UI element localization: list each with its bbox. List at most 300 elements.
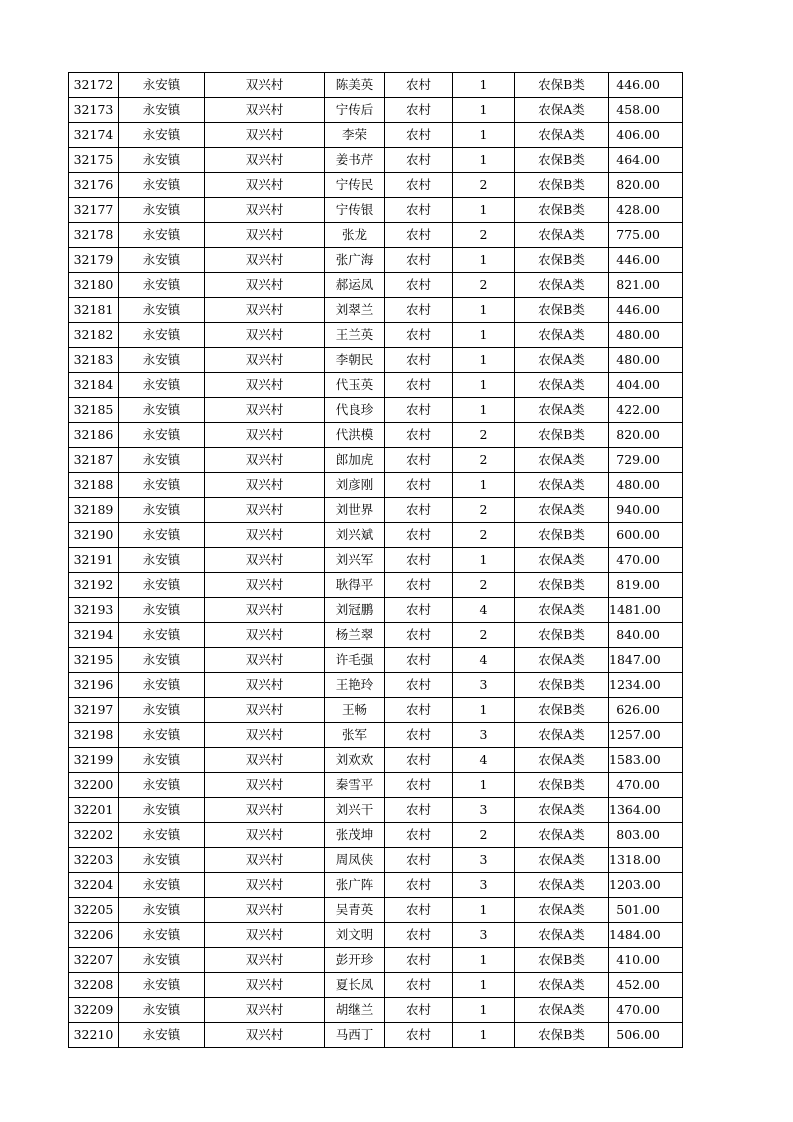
record-id-cell: 32200 xyxy=(69,773,119,798)
household-type-cell: 农村 xyxy=(385,323,453,348)
household-type-cell: 农村 xyxy=(385,798,453,823)
amount-cell: 820.00 xyxy=(609,173,683,198)
village-cell: 双兴村 xyxy=(205,973,325,998)
village-cell: 双兴村 xyxy=(205,748,325,773)
household-type-cell: 农村 xyxy=(385,123,453,148)
table-row xyxy=(69,173,683,198)
village-cell: 双兴村 xyxy=(205,473,325,498)
household-type-cell: 农村 xyxy=(385,298,453,323)
member-count-cell: 1 xyxy=(453,298,515,323)
table-row xyxy=(69,373,683,398)
member-count-cell: 4 xyxy=(453,748,515,773)
amount-cell: 480.00 xyxy=(609,323,683,348)
amount-cell: 422.00 xyxy=(609,398,683,423)
village-cell: 双兴村 xyxy=(205,798,325,823)
member-count-cell: 2 xyxy=(453,173,515,198)
record-id-cell: 32194 xyxy=(69,623,119,648)
town-cell: 永安镇 xyxy=(119,723,205,748)
town-cell: 永安镇 xyxy=(119,148,205,173)
household-type-cell: 农村 xyxy=(385,973,453,998)
table-row xyxy=(69,448,683,473)
name-cell: 张茂坤 xyxy=(325,823,385,848)
table-row xyxy=(69,748,683,773)
amount-cell: 464.00 xyxy=(609,148,683,173)
amount-cell: 406.00 xyxy=(609,123,683,148)
household-type-cell: 农村 xyxy=(385,148,453,173)
member-count-cell: 3 xyxy=(453,798,515,823)
village-cell: 双兴村 xyxy=(205,723,325,748)
name-cell: 郎加虎 xyxy=(325,448,385,473)
village-cell: 双兴村 xyxy=(205,548,325,573)
town-cell: 永安镇 xyxy=(119,798,205,823)
record-id-cell: 32190 xyxy=(69,523,119,548)
amount-cell: 446.00 xyxy=(609,73,683,98)
town-cell: 永安镇 xyxy=(119,823,205,848)
village-cell: 双兴村 xyxy=(205,1023,325,1048)
table-row xyxy=(69,198,683,223)
amount-cell: 470.00 xyxy=(609,548,683,573)
record-id-cell: 32210 xyxy=(69,1023,119,1048)
town-cell: 永安镇 xyxy=(119,248,205,273)
member-count-cell: 1 xyxy=(453,473,515,498)
village-cell: 双兴村 xyxy=(205,923,325,948)
town-cell: 永安镇 xyxy=(119,373,205,398)
member-count-cell: 1 xyxy=(453,373,515,398)
town-cell: 永安镇 xyxy=(119,748,205,773)
village-cell: 双兴村 xyxy=(205,448,325,473)
record-id-cell: 32198 xyxy=(69,723,119,748)
member-count-cell: 1 xyxy=(453,898,515,923)
household-type-cell: 农村 xyxy=(385,773,453,798)
insurance-category-cell: 农保A类 xyxy=(515,348,609,373)
member-count-cell: 1 xyxy=(453,198,515,223)
table-row xyxy=(69,973,683,998)
record-id-cell: 32178 xyxy=(69,223,119,248)
member-count-cell: 3 xyxy=(453,673,515,698)
village-cell: 双兴村 xyxy=(205,498,325,523)
table-row xyxy=(69,773,683,798)
household-type-cell: 农村 xyxy=(385,723,453,748)
name-cell: 代良珍 xyxy=(325,398,385,423)
household-type-cell: 农村 xyxy=(385,573,453,598)
village-cell: 双兴村 xyxy=(205,598,325,623)
record-id-cell: 32180 xyxy=(69,273,119,298)
name-cell: 李朝民 xyxy=(325,348,385,373)
household-type-cell: 农村 xyxy=(385,373,453,398)
insurance-category-cell: 农保A类 xyxy=(515,123,609,148)
household-type-cell: 农村 xyxy=(385,173,453,198)
amount-cell: 1481.00 xyxy=(609,598,683,623)
town-cell: 永安镇 xyxy=(119,198,205,223)
table-row xyxy=(69,648,683,673)
table-row xyxy=(69,398,683,423)
village-cell: 双兴村 xyxy=(205,98,325,123)
insurance-category-cell: 农保A类 xyxy=(515,323,609,348)
member-count-cell: 2 xyxy=(453,273,515,298)
amount-cell: 480.00 xyxy=(609,473,683,498)
town-cell: 永安镇 xyxy=(119,873,205,898)
name-cell: 张军 xyxy=(325,723,385,748)
table-row xyxy=(69,73,683,98)
insurance-category-cell: 农保A类 xyxy=(515,873,609,898)
household-type-cell: 农村 xyxy=(385,548,453,573)
insurance-category-cell: 农保B类 xyxy=(515,773,609,798)
insurance-category-cell: 农保A类 xyxy=(515,548,609,573)
town-cell: 永安镇 xyxy=(119,473,205,498)
name-cell: 刘文明 xyxy=(325,923,385,948)
name-cell: 夏长凤 xyxy=(325,973,385,998)
amount-cell: 626.00 xyxy=(609,698,683,723)
record-id-cell: 32182 xyxy=(69,323,119,348)
amount-cell: 1583.00 xyxy=(609,748,683,773)
village-cell: 双兴村 xyxy=(205,423,325,448)
insurance-category-cell: 农保A类 xyxy=(515,723,609,748)
name-cell: 刘兴军 xyxy=(325,548,385,573)
record-id-cell: 32208 xyxy=(69,973,119,998)
town-cell: 永安镇 xyxy=(119,898,205,923)
member-count-cell: 2 xyxy=(453,623,515,648)
member-count-cell: 1 xyxy=(453,548,515,573)
table-body xyxy=(69,73,683,1048)
record-id-cell: 32199 xyxy=(69,748,119,773)
amount-cell: 470.00 xyxy=(609,773,683,798)
record-id-cell: 32188 xyxy=(69,473,119,498)
village-cell: 双兴村 xyxy=(205,148,325,173)
name-cell: 宁传民 xyxy=(325,173,385,198)
table-row xyxy=(69,998,683,1023)
record-id-cell: 32176 xyxy=(69,173,119,198)
member-count-cell: 1 xyxy=(453,773,515,798)
household-type-cell: 农村 xyxy=(385,948,453,973)
name-cell: 杨兰翠 xyxy=(325,623,385,648)
household-type-cell: 农村 xyxy=(385,673,453,698)
village-cell: 双兴村 xyxy=(205,373,325,398)
insurance-category-cell: 农保A类 xyxy=(515,848,609,873)
amount-cell: 428.00 xyxy=(609,198,683,223)
table-row xyxy=(69,223,683,248)
town-cell: 永安镇 xyxy=(119,698,205,723)
town-cell: 永安镇 xyxy=(119,1023,205,1048)
town-cell: 永安镇 xyxy=(119,98,205,123)
record-id-cell: 32192 xyxy=(69,573,119,598)
table-row xyxy=(69,123,683,148)
insurance-category-cell: 农保B类 xyxy=(515,423,609,448)
name-cell: 王畅 xyxy=(325,698,385,723)
household-type-cell: 农村 xyxy=(385,473,453,498)
record-id-cell: 32187 xyxy=(69,448,119,473)
member-count-cell: 3 xyxy=(453,723,515,748)
insurance-category-cell: 农保A类 xyxy=(515,473,609,498)
household-type-cell: 农村 xyxy=(385,498,453,523)
village-cell: 双兴村 xyxy=(205,698,325,723)
table-row xyxy=(69,248,683,273)
household-type-cell: 农村 xyxy=(385,873,453,898)
record-id-cell: 32205 xyxy=(69,898,119,923)
town-cell: 永安镇 xyxy=(119,973,205,998)
member-count-cell: 3 xyxy=(453,848,515,873)
amount-cell: 729.00 xyxy=(609,448,683,473)
household-type-cell: 农村 xyxy=(385,223,453,248)
insurance-category-cell: 农保A类 xyxy=(515,598,609,623)
household-type-cell: 农村 xyxy=(385,348,453,373)
record-id-cell: 32179 xyxy=(69,248,119,273)
amount-cell: 480.00 xyxy=(609,348,683,373)
name-cell: 刘彦刚 xyxy=(325,473,385,498)
town-cell: 永安镇 xyxy=(119,623,205,648)
record-id-cell: 32202 xyxy=(69,823,119,848)
name-cell: 刘世界 xyxy=(325,498,385,523)
table-row xyxy=(69,323,683,348)
name-cell: 王艳玲 xyxy=(325,673,385,698)
town-cell: 永安镇 xyxy=(119,573,205,598)
amount-cell: 446.00 xyxy=(609,298,683,323)
town-cell: 永安镇 xyxy=(119,123,205,148)
amount-cell: 803.00 xyxy=(609,823,683,848)
village-cell: 双兴村 xyxy=(205,173,325,198)
amount-cell: 452.00 xyxy=(609,973,683,998)
amount-cell: 940.00 xyxy=(609,498,683,523)
name-cell: 吴青英 xyxy=(325,898,385,923)
insurance-category-cell: 农保A类 xyxy=(515,898,609,923)
village-cell: 双兴村 xyxy=(205,948,325,973)
member-count-cell: 2 xyxy=(453,423,515,448)
household-type-cell: 农村 xyxy=(385,98,453,123)
insurance-category-cell: 农保B类 xyxy=(515,198,609,223)
insurance-category-cell: 农保B类 xyxy=(515,573,609,598)
amount-cell: 470.00 xyxy=(609,998,683,1023)
member-count-cell: 1 xyxy=(453,148,515,173)
name-cell: 秦雪平 xyxy=(325,773,385,798)
table-row xyxy=(69,498,683,523)
insurance-category-cell: 农保A类 xyxy=(515,398,609,423)
name-cell: 宁传银 xyxy=(325,198,385,223)
amount-cell: 446.00 xyxy=(609,248,683,273)
household-type-cell: 农村 xyxy=(385,198,453,223)
insurance-category-cell: 农保A类 xyxy=(515,273,609,298)
member-count-cell: 1 xyxy=(453,1023,515,1048)
household-type-cell: 农村 xyxy=(385,448,453,473)
name-cell: 张广海 xyxy=(325,248,385,273)
town-cell: 永安镇 xyxy=(119,648,205,673)
household-type-cell: 农村 xyxy=(385,998,453,1023)
record-id-cell: 32183 xyxy=(69,348,119,373)
insurance-category-cell: 农保B类 xyxy=(515,623,609,648)
table-row xyxy=(69,898,683,923)
insurance-category-cell: 农保B类 xyxy=(515,698,609,723)
village-cell: 双兴村 xyxy=(205,848,325,873)
amount-cell: 1257.00 xyxy=(609,723,683,748)
amount-cell: 775.00 xyxy=(609,223,683,248)
insurance-category-cell: 农保A类 xyxy=(515,798,609,823)
town-cell: 永安镇 xyxy=(119,673,205,698)
member-count-cell: 4 xyxy=(453,598,515,623)
household-type-cell: 农村 xyxy=(385,398,453,423)
village-cell: 双兴村 xyxy=(205,123,325,148)
amount-cell: 458.00 xyxy=(609,98,683,123)
amount-cell: 1364.00 xyxy=(609,798,683,823)
household-type-cell: 农村 xyxy=(385,648,453,673)
amount-cell: 501.00 xyxy=(609,898,683,923)
household-type-cell: 农村 xyxy=(385,823,453,848)
town-cell: 永安镇 xyxy=(119,948,205,973)
insurance-category-cell: 农保A类 xyxy=(515,223,609,248)
amount-cell: 1847.00 xyxy=(609,648,683,673)
village-cell: 双兴村 xyxy=(205,298,325,323)
record-id-cell: 32209 xyxy=(69,998,119,1023)
table-row xyxy=(69,848,683,873)
record-id-cell: 32193 xyxy=(69,598,119,623)
town-cell: 永安镇 xyxy=(119,423,205,448)
record-id-cell: 32203 xyxy=(69,848,119,873)
member-count-cell: 1 xyxy=(453,973,515,998)
town-cell: 永安镇 xyxy=(119,773,205,798)
town-cell: 永安镇 xyxy=(119,273,205,298)
name-cell: 彭开珍 xyxy=(325,948,385,973)
insurance-category-cell: 农保B类 xyxy=(515,523,609,548)
name-cell: 陈美英 xyxy=(325,73,385,98)
table-row xyxy=(69,923,683,948)
name-cell: 张龙 xyxy=(325,223,385,248)
record-id-cell: 32206 xyxy=(69,923,119,948)
table-row xyxy=(69,673,683,698)
household-type-cell: 农村 xyxy=(385,623,453,648)
amount-cell: 819.00 xyxy=(609,573,683,598)
member-count-cell: 1 xyxy=(453,698,515,723)
insurance-category-cell: 农保A类 xyxy=(515,373,609,398)
village-cell: 双兴村 xyxy=(205,873,325,898)
member-count-cell: 2 xyxy=(453,823,515,848)
insurance-category-cell: 农保B类 xyxy=(515,73,609,98)
amount-cell: 820.00 xyxy=(609,423,683,448)
table-row xyxy=(69,423,683,448)
table-row xyxy=(69,823,683,848)
name-cell: 宁传后 xyxy=(325,98,385,123)
amount-cell: 1484.00 xyxy=(609,923,683,948)
village-cell: 双兴村 xyxy=(205,673,325,698)
member-count-cell: 2 xyxy=(453,498,515,523)
insurance-category-cell: 农保A类 xyxy=(515,498,609,523)
member-count-cell: 1 xyxy=(453,998,515,1023)
member-count-cell: 1 xyxy=(453,98,515,123)
village-cell: 双兴村 xyxy=(205,623,325,648)
member-count-cell: 1 xyxy=(453,73,515,98)
member-count-cell: 2 xyxy=(453,223,515,248)
household-type-cell: 农村 xyxy=(385,523,453,548)
name-cell: 周凤侠 xyxy=(325,848,385,873)
town-cell: 永安镇 xyxy=(119,298,205,323)
insurance-category-cell: 农保B类 xyxy=(515,298,609,323)
record-id-cell: 32173 xyxy=(69,98,119,123)
table-row xyxy=(69,298,683,323)
member-count-cell: 3 xyxy=(453,923,515,948)
table-row xyxy=(69,1023,683,1048)
town-cell: 永安镇 xyxy=(119,998,205,1023)
household-type-cell: 农村 xyxy=(385,923,453,948)
name-cell: 代洪模 xyxy=(325,423,385,448)
record-id-cell: 32195 xyxy=(69,648,119,673)
insurance-category-cell: 农保B类 xyxy=(515,1023,609,1048)
name-cell: 耿得平 xyxy=(325,573,385,598)
town-cell: 永安镇 xyxy=(119,448,205,473)
table-row xyxy=(69,473,683,498)
village-cell: 双兴村 xyxy=(205,823,325,848)
table-row xyxy=(69,273,683,298)
village-cell: 双兴村 xyxy=(205,648,325,673)
village-cell: 双兴村 xyxy=(205,223,325,248)
village-cell: 双兴村 xyxy=(205,398,325,423)
village-cell: 双兴村 xyxy=(205,998,325,1023)
member-count-cell: 1 xyxy=(453,398,515,423)
table-row xyxy=(69,798,683,823)
table-row xyxy=(69,348,683,373)
amount-cell: 1234.00 xyxy=(609,673,683,698)
amount-cell: 1318.00 xyxy=(609,848,683,873)
household-type-cell: 农村 xyxy=(385,273,453,298)
town-cell: 永安镇 xyxy=(119,848,205,873)
table-row xyxy=(69,873,683,898)
record-id-cell: 32191 xyxy=(69,548,119,573)
town-cell: 永安镇 xyxy=(119,323,205,348)
record-id-cell: 32189 xyxy=(69,498,119,523)
member-count-cell: 1 xyxy=(453,248,515,273)
record-id-cell: 32181 xyxy=(69,298,119,323)
insurance-category-cell: 农保A类 xyxy=(515,998,609,1023)
record-id-cell: 32185 xyxy=(69,398,119,423)
name-cell: 刘欢欢 xyxy=(325,748,385,773)
amount-cell: 821.00 xyxy=(609,273,683,298)
village-cell: 双兴村 xyxy=(205,898,325,923)
table-row xyxy=(69,623,683,648)
name-cell: 马西丁 xyxy=(325,1023,385,1048)
table-row xyxy=(69,98,683,123)
household-type-cell: 农村 xyxy=(385,73,453,98)
insurance-category-cell: 农保A类 xyxy=(515,448,609,473)
household-type-cell: 农村 xyxy=(385,748,453,773)
table-row xyxy=(69,698,683,723)
member-count-cell: 4 xyxy=(453,648,515,673)
insurance-category-cell: 农保A类 xyxy=(515,923,609,948)
town-cell: 永安镇 xyxy=(119,398,205,423)
table-row xyxy=(69,573,683,598)
amount-cell: 1203.00 xyxy=(609,873,683,898)
insurance-category-cell: 农保B类 xyxy=(515,248,609,273)
name-cell: 刘兴干 xyxy=(325,798,385,823)
town-cell: 永安镇 xyxy=(119,348,205,373)
record-id-cell: 32177 xyxy=(69,198,119,223)
insurance-category-cell: 农保A类 xyxy=(515,648,609,673)
household-type-cell: 农村 xyxy=(385,1023,453,1048)
household-type-cell: 农村 xyxy=(385,848,453,873)
household-type-cell: 农村 xyxy=(385,898,453,923)
record-id-cell: 32175 xyxy=(69,148,119,173)
name-cell: 许毛强 xyxy=(325,648,385,673)
member-count-cell: 1 xyxy=(453,348,515,373)
name-cell: 刘兴斌 xyxy=(325,523,385,548)
household-type-cell: 农村 xyxy=(385,423,453,448)
insurance-category-cell: 农保A类 xyxy=(515,748,609,773)
name-cell: 姜书芹 xyxy=(325,148,385,173)
insurance-category-cell: 农保B类 xyxy=(515,173,609,198)
name-cell: 郝运凤 xyxy=(325,273,385,298)
record-id-cell: 32197 xyxy=(69,698,119,723)
member-count-cell: 3 xyxy=(453,873,515,898)
amount-cell: 840.00 xyxy=(609,623,683,648)
table-row xyxy=(69,948,683,973)
member-count-cell: 1 xyxy=(453,123,515,148)
name-cell: 李荣 xyxy=(325,123,385,148)
village-cell: 双兴村 xyxy=(205,198,325,223)
village-cell: 双兴村 xyxy=(205,248,325,273)
